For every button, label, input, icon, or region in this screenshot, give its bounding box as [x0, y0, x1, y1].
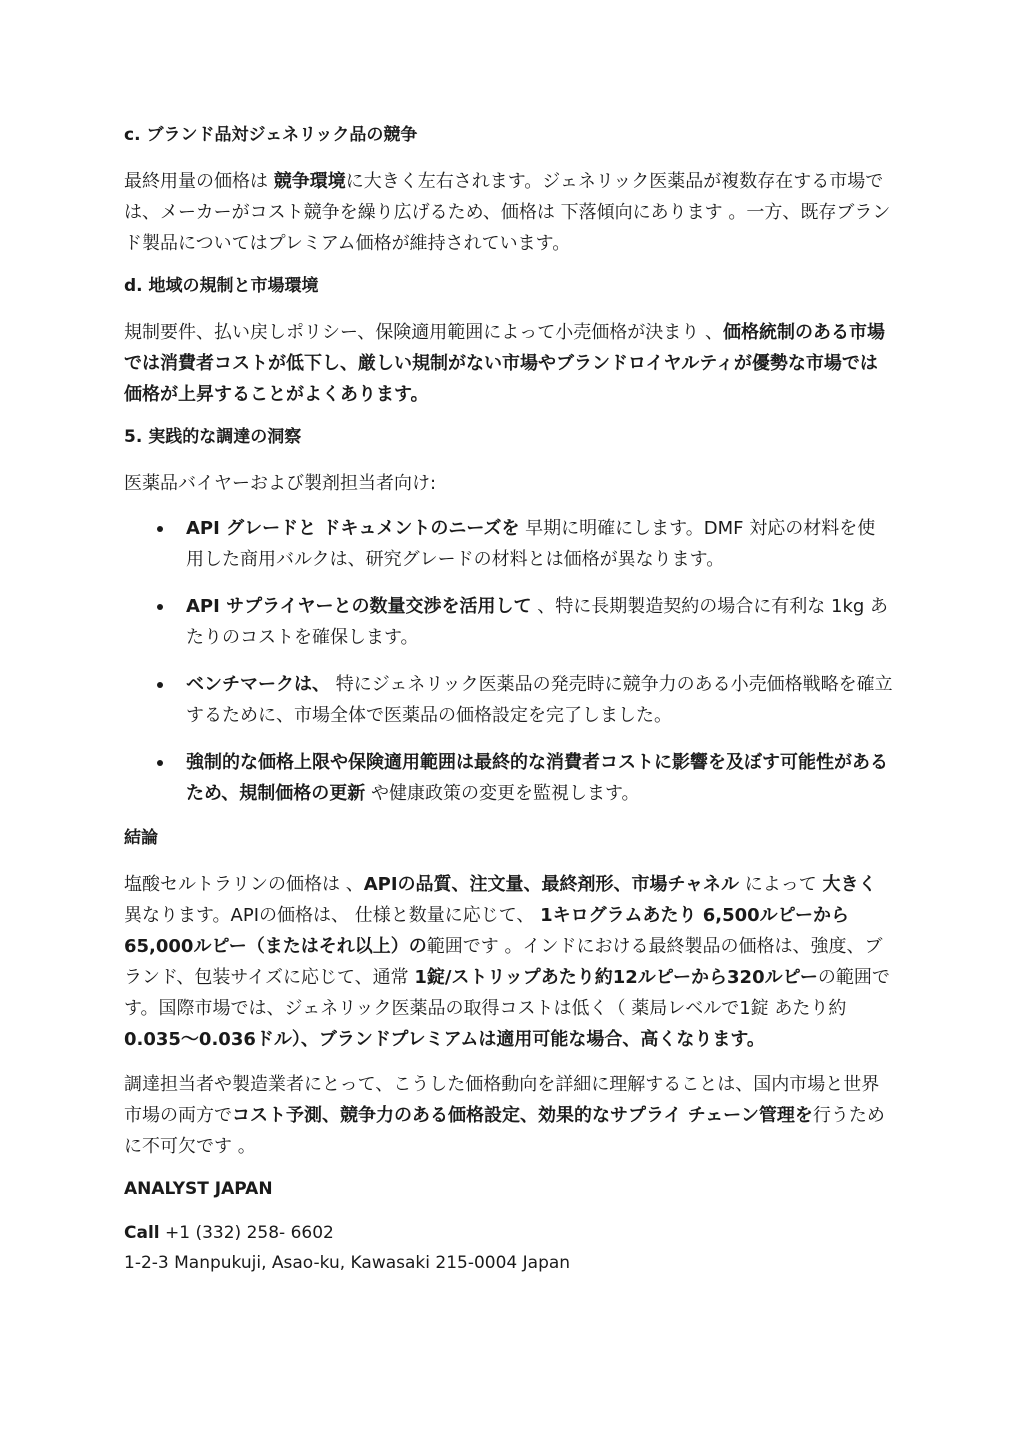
- conclusion-run: 調達担当者や製造業者にとって、こうした価格動向を詳細に理解することは、国内市場と世界市場の両方で: [124, 1074, 880, 1126]
- conclusion-run-bold: コスト予測、競争力のある価格設定、効果的なサプライ チェーン管理を: [232, 1105, 813, 1126]
- conclusion-heading: 結論: [124, 828, 158, 848]
- list-item: [186, 669, 893, 731]
- contact-phone: [124, 1218, 893, 1248]
- conclusion-run: 行うために不可欠です 。: [124, 1105, 885, 1157]
- section-c-bold-1: 競争環境: [273, 171, 346, 192]
- conclusion-run-bold: APIの品質、注文量、最終剤形、市場チャネル: [363, 874, 740, 895]
- section-d-text-1: 規制要件、払い戻しポリシー、保険適用範囲によって小売価格が決まり 、: [124, 322, 723, 343]
- section-5-heading: 5. 実践的な調達の洞察: [124, 427, 302, 447]
- conclusion-run-bold: 1キログラムあたり 6,500ルピーから65,000ルピー（またはそれ以上）の: [124, 905, 849, 957]
- list-item-text: 早期に明確にします。DMF 対応の材料を使用した商用バルクは、研究グレードの材料とは価格が異なります。: [186, 518, 876, 570]
- list-item-bold: 強制的な価格上限や保険適用範囲は最終的な消費者コストに影響を及ぼす可能性があるため、規制価格の更新: [186, 752, 888, 804]
- section-c-paragraph: [124, 166, 893, 259]
- section-c-heading: c. ブランド品対ジェネリック品の競争: [124, 125, 418, 145]
- list-item-bold: API グレードと ドキュメントのニーズを: [186, 518, 520, 539]
- conclusion-run: によって: [739, 874, 823, 895]
- conclusion-paragraph-1: [124, 869, 893, 1055]
- list-item: [186, 747, 893, 809]
- conclusion-run-bold: 0.035～0.036ドル）、ブランドプレミアムは適用可能な場合、高くなります。: [124, 1029, 765, 1050]
- phone-number[interactable]: +1 (332) 258- 6602: [159, 1223, 334, 1243]
- call-label: Call: [124, 1223, 160, 1243]
- conclusion-run-bold: 1錠/ストリップあたり約12ルピーから320ルピー: [414, 967, 818, 988]
- section-c-text-2: に大きく左右されます。ジェネリック医薬品が複数存在する市場では、メーカーがコスト競争を繰り広げるため、価格は 下落傾向にあります 。一方、既存ブランド製品についてはプレミアム価格が維持されています。: [124, 171, 891, 254]
- list-item: [186, 591, 893, 653]
- section-d-heading: d. 地域の規制と市場環境: [124, 276, 319, 296]
- conclusion-run: 塩酸セルトラリンの価格は 、: [124, 874, 364, 895]
- section-d-bold-1: 価格統制のある市場では消費者コストが低下し、厳しい規制がない市場やブランドロイヤルティが優勢な市場では価格が上昇することがよくあります。: [124, 322, 885, 405]
- conclusion-run: 範囲です 。インドにおける最終製品の価格は、強度、ブランド、包装サイズに応じて、通常: [124, 936, 883, 988]
- list-item-text: や健康政策の変更を監視します。: [365, 783, 640, 804]
- contact-address: 1-2-3 Manpukuji, Asao-ku, Kawasaki 215-0004 Japan: [124, 1253, 571, 1273]
- conclusion-run: 異なります。APIの価格は、 仕様と数量に応じて、: [124, 905, 541, 926]
- list-item-text: 、特に長期製造契約の場合に有利な 1kg あたりのコストを確保します。: [186, 596, 889, 648]
- section-d-paragraph: [124, 317, 893, 410]
- list-item-bold: API サプライヤーとの数量交渉を活用して: [186, 596, 532, 617]
- conclusion-paragraph-2: [124, 1069, 893, 1162]
- conclusion-run: の範囲です。国際市場では、ジェネリック医薬品の取得コストは低く（ 薬局レベルで1錠 あたり約: [124, 967, 890, 1019]
- section-c-text-1: 最終用量の価格は: [124, 171, 274, 192]
- procurement-insights-list: [124, 513, 893, 809]
- company-name: ANALYST JAPAN: [124, 1179, 273, 1199]
- list-item-text: 特にジェネリック医薬品の発売時に競争力のある小売価格戦略を確立するために、市場全体で医薬品の価格設定を完了しました。: [186, 674, 893, 726]
- section-5-intro: 医薬品バイヤーおよび製剤担当者向け:: [124, 473, 437, 494]
- conclusion-run-bold: 大きく: [822, 874, 877, 895]
- list-item: [186, 513, 893, 575]
- list-item-bold: ベンチマークは、: [186, 674, 330, 695]
